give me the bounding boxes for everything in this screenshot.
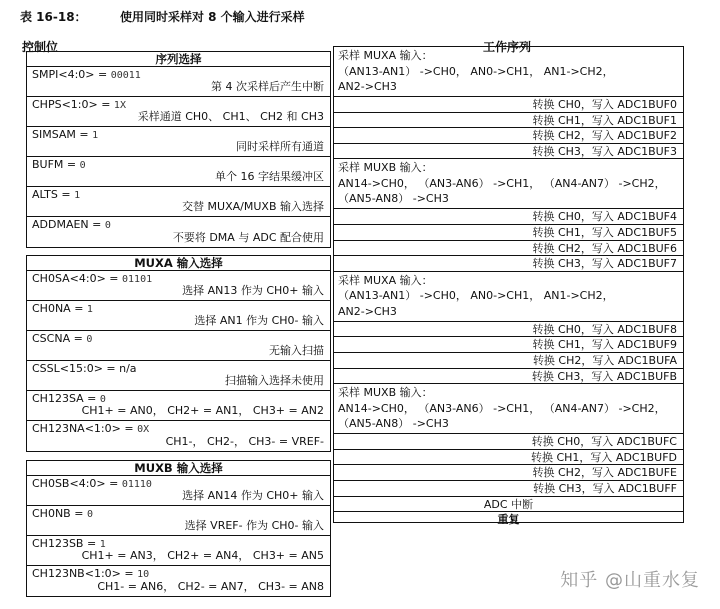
mux-line: （AN13-AN1） ->CH0， AN0->CH1， AN1->CH2，: [338, 64, 614, 78]
convert-step: 转换 CH1，写入 ADC1BUF5: [334, 225, 683, 241]
control-bit-cell: [27, 157, 330, 187]
control-group: [26, 460, 331, 597]
convert-step: 转换 CH0，写入 ADC1BUFC: [334, 434, 683, 450]
mux-line: （AN13-AN1） ->CH0， AN0->CH1， AN1->CH2，: [338, 289, 614, 303]
convert-step: 转换 CH0，写入 ADC1BUF0: [334, 97, 683, 113]
control-bit-cell: [27, 421, 330, 451]
control-group: [26, 255, 331, 452]
control-bit-cell: [27, 271, 330, 301]
bit-value: 1: [74, 190, 81, 201]
work-sequence-column: [333, 46, 684, 527]
bit-value: 10: [137, 569, 150, 580]
mux-line: AN14->CH0， （AN3-AN6） ->CH1， （AN4-AN7） ->CH2，: [338, 401, 666, 415]
group-title: MUXA 输入选择: [27, 256, 330, 271]
bit-value: 0: [104, 220, 111, 231]
bit-value: 00011: [110, 70, 141, 81]
mux-line: 采样 MUXA 输入：: [338, 273, 433, 287]
bit-value: 0: [86, 509, 93, 520]
bit-description: 单个 16 字结果缓冲区: [215, 170, 324, 183]
bit-value: 0X: [137, 424, 150, 435]
bit-name: BUFM = 0: [32, 158, 86, 171]
control-bit-cell: [27, 127, 330, 157]
bit-name: CH123SB = 1: [32, 537, 106, 550]
bit-name: SIMSAM = 1: [32, 128, 99, 141]
bit-description: 选择 AN13 作为 CH0+ 输入: [182, 284, 324, 297]
convert-step: 转换 CH0，写入 ADC1BUF4: [334, 209, 683, 225]
convert-step: 转换 CH3，写入 ADC1BUF3: [334, 144, 683, 160]
convert-step: 转换 CH2，写入 ADC1BUF6: [334, 241, 683, 257]
bit-name: CH123SA = 0: [32, 392, 106, 405]
bit-name: CH0SB<4:0> = 01110: [32, 477, 152, 490]
sample-mux-step: [334, 159, 683, 209]
bit-description: CH1- = AN6， CH2- = AN7， CH3- = AN8: [97, 580, 324, 593]
convert-step: 转换 CH1，写入 ADC1BUF1: [334, 113, 683, 129]
convert-step: 转换 CH0，写入 ADC1BUF8: [334, 322, 683, 338]
mux-line: 采样 MUXB 输入：: [338, 161, 433, 175]
bit-value: 01110: [121, 479, 152, 490]
bit-description: 无输入扫描: [269, 344, 324, 357]
convert-step: 转换 CH1，写入 ADC1BUFD: [334, 450, 683, 466]
control-bit-cell: [27, 391, 330, 421]
bit-description: 选择 AN14 作为 CH0+ 输入: [182, 489, 324, 502]
bit-description: 选择 AN1 作为 CH0- 输入: [194, 314, 324, 327]
convert-step: 转换 CH1，写入 ADC1BUF9: [334, 337, 683, 353]
bit-description: CH1-， CH2-， CH3- = VREF-: [165, 435, 324, 448]
bit-value: 0: [79, 160, 86, 171]
convert-step: 转换 CH3，写入 ADC1BUF7: [334, 256, 683, 272]
bit-description: CH1+ = AN0， CH2+ = AN1， CH3+ = AN2: [81, 404, 324, 417]
bit-name: CHPS<1:0> = 1X: [32, 98, 126, 111]
bit-description: 选择 VREF- 作为 CH0- 输入: [184, 519, 324, 532]
control-bit-cell: [27, 331, 330, 361]
bit-description: 第 4 次采样后产生中断: [211, 80, 324, 93]
convert-step: 转换 CH3，写入 ADC1BUFB: [334, 369, 683, 385]
bit-name: CH123NA<1:0> = 0X: [32, 422, 150, 435]
bit-value: 1: [99, 539, 106, 550]
bit-value: 01101: [122, 274, 153, 285]
bit-value: 1: [86, 304, 93, 315]
sample-mux-step: [334, 384, 683, 434]
interrupt-step: ADC 中断: [334, 497, 683, 513]
mux-line: 采样 MUXB 输入：: [338, 386, 433, 400]
control-bit-cell: [27, 217, 330, 247]
mux-line: （AN5-AN8） ->CH3: [338, 417, 449, 431]
watermark: 知乎 @山重水复: [560, 570, 700, 591]
sample-mux-step: [334, 47, 683, 97]
bit-value: 1: [92, 130, 99, 141]
bit-name: CH0SA<4:0> = 01101: [32, 272, 153, 285]
bit-name: ADDMAEN = 0: [32, 218, 111, 231]
convert-step: 转换 CH2，写入 ADC1BUF2: [334, 128, 683, 144]
mux-line: AN2->CH3: [338, 80, 397, 93]
group-title: 序列选择: [27, 52, 330, 67]
mux-line: 采样 MUXA 输入：: [338, 49, 433, 62]
mux-line: AN14->CH0， （AN3-AN6） ->CH1， （AN4-AN7） ->CH2，: [338, 176, 666, 190]
control-group: [26, 51, 331, 248]
convert-step: 转换 CH2，写入 ADC1BUFE: [334, 465, 683, 481]
bit-name: CSCNA = 0: [32, 332, 93, 345]
bit-description: 扫描输入选择未使用: [225, 374, 324, 387]
bit-name: SMPI<4:0> = 00011: [32, 68, 141, 81]
mux-line: （AN5-AN8） ->CH3: [338, 192, 449, 206]
sample-mux-step: [334, 272, 683, 322]
control-bit-cell: [27, 97, 330, 127]
work-sequence-header: 工作序列: [483, 40, 532, 54]
mux-line: AN2->CH3: [338, 304, 397, 318]
bit-name: CSSL<15:0> = n/a: [32, 362, 137, 375]
bit-name: ALTS = 1: [32, 188, 81, 201]
control-bit-cell: [27, 506, 330, 536]
bit-value: 0: [86, 334, 93, 345]
control-bit-cell: [27, 476, 330, 506]
bit-value: 0: [99, 394, 106, 405]
bit-description: CH1+ = AN3， CH2+ = AN4， CH3+ = AN5: [81, 549, 324, 562]
bit-description: 交替 MUXA/MUXB 输入选择: [182, 200, 324, 213]
convert-step: 转换 CH2，写入 ADC1BUFA: [334, 353, 683, 369]
control-bit-cell: [27, 67, 330, 97]
bit-description: 采样通道 CH0、 CH1、 CH2 和 CH3: [137, 110, 324, 123]
convert-step: 转换 CH3，写入 ADC1BUFF: [334, 481, 683, 497]
control-bits-header: 控制位: [22, 40, 59, 54]
control-bit-cell: [27, 361, 330, 391]
bit-name: CH0NB = 0: [32, 507, 93, 520]
control-bit-cell: [27, 301, 330, 331]
bit-name: CH0NA = 1: [32, 302, 93, 315]
bit-name: CH123NB<1:0> = 10: [32, 567, 150, 580]
control-bit-cell: [27, 536, 330, 566]
bit-description: 不要将 DMA 与 ADC 配合使用: [172, 231, 324, 244]
control-bit-cell: [27, 187, 330, 217]
group-title: MUXB 输入选择: [27, 461, 330, 476]
bit-description: 同时采样所有通道: [236, 140, 324, 153]
repeat-step: 重复: [497, 513, 520, 527]
control-bit-cell: [27, 566, 330, 596]
bit-value: 1X: [113, 100, 126, 111]
table-title: 表 16-18： 使用同时采样对 8 个输入进行采样: [20, 10, 305, 24]
